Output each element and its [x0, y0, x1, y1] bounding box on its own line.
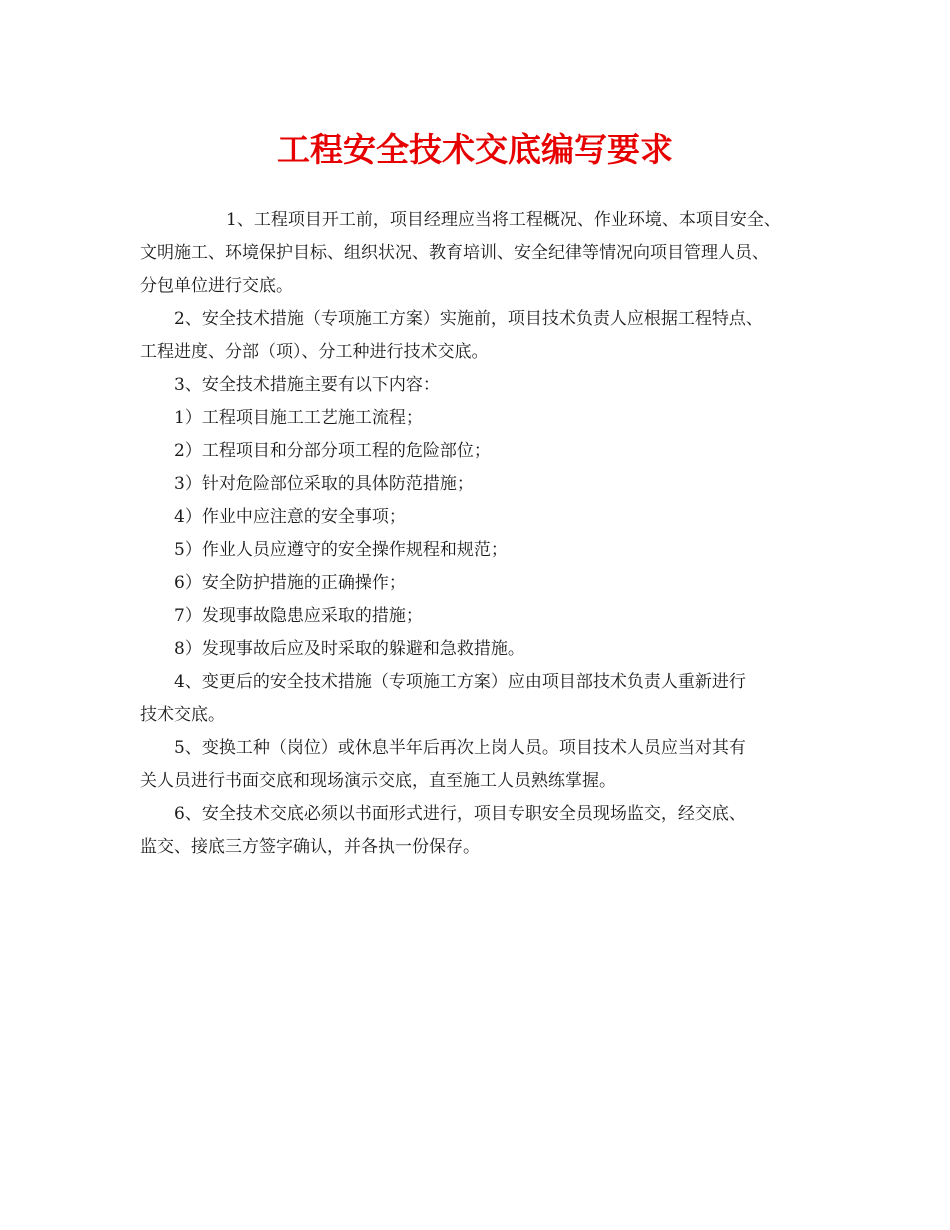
body-line: 技术交底。: [140, 705, 225, 725]
list-item: 6）安全防护措施的正确操作；: [174, 573, 406, 593]
body-line: 3、安全技术措施主要有以下内容：: [174, 375, 440, 395]
body-line: 1、工程项目开工前，项目经理应当将工程概况、作业环境、本项目安全、: [226, 210, 781, 230]
body-line: 2、安全技术措施（专项施工方案）实施前，项目技术负责人应根据工程特点、: [174, 309, 763, 329]
body-line: 关人员进行书面交底和现场演示交底，直至施工人员熟练掌握。: [140, 771, 616, 791]
body-line: 监交、接底三方签字确认，并各执一份保存。: [140, 837, 480, 857]
body-line: 4、变更后的安全技术措施（专项施工方案）应由项目部技术负责人重新进行: [174, 672, 746, 692]
list-item: 2）工程项目和分部分项工程的危险部位；: [174, 441, 491, 461]
list-item: 1）工程项目施工工艺施工流程；: [174, 408, 423, 428]
body-line: 5、变换工种（岗位）或休息半年后再次上岗人员。项目技术人员应当对其有: [174, 738, 746, 758]
document-title: 工程安全技术交底编写要求: [277, 130, 673, 169]
body-line: 分包单位进行交底。: [140, 276, 293, 296]
list-item: 4）作业中应注意的安全事项；: [174, 507, 406, 527]
list-item: 5）作业人员应遵守的安全操作规程和规范；: [174, 540, 508, 560]
list-item: 8）发现事故后应及时采取的躲避和急救措施。: [174, 639, 525, 659]
document-body: [140, 204, 830, 864]
list-item: 3）针对危险部位采取的具体防范措施；: [174, 474, 474, 494]
body-line: 6、安全技术交底必须以书面形式进行，项目专职安全员现场监交，经交底、: [174, 804, 746, 824]
body-line: 文明施工、环境保护目标、组织状况、教育培训、安全纪律等情况向项目管理人员、: [140, 243, 769, 263]
body-line: 工程进度、分部（项）、分工种进行技术交底。: [140, 342, 489, 362]
list-item: 7）发现事故隐患应采取的措施；: [174, 606, 423, 626]
